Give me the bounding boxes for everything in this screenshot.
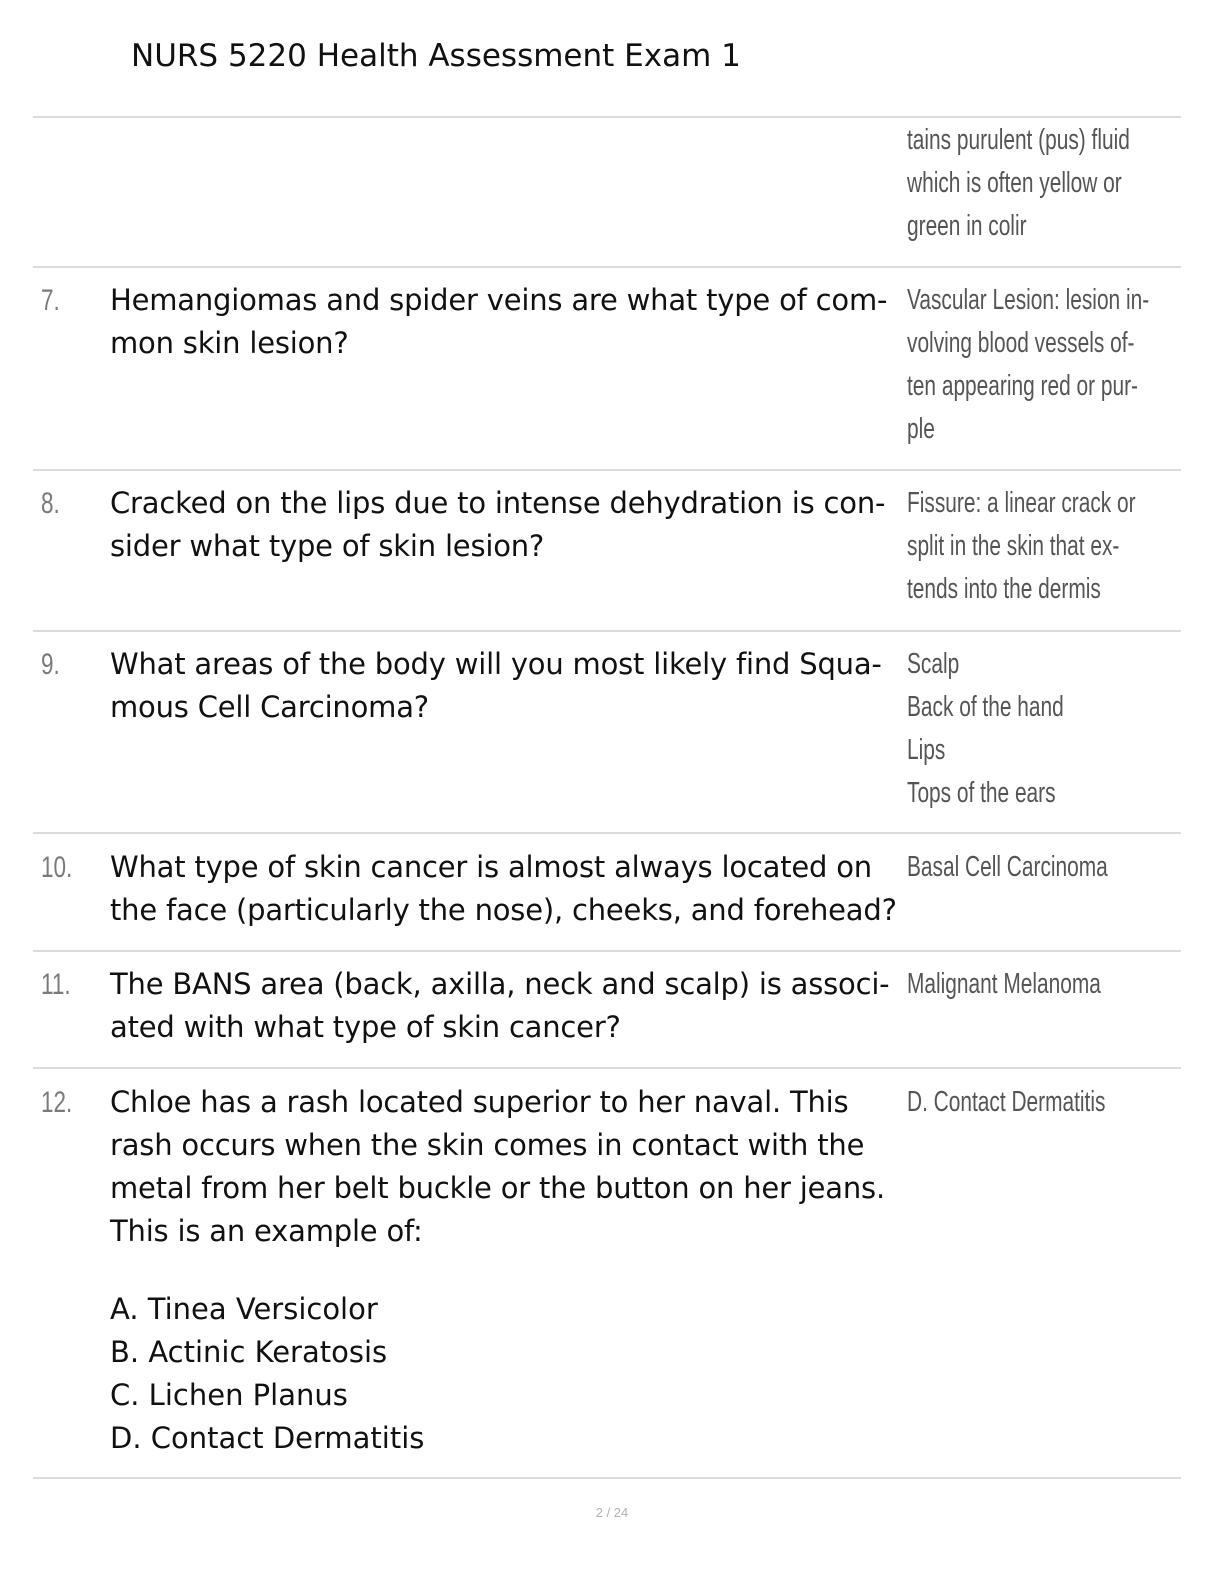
answer-line: Tops of the ears: [907, 777, 1056, 809]
answer-line: Basal Cell Carcinoma: [907, 851, 1108, 883]
answer-line: Fissure: a linear crack or: [907, 487, 1136, 519]
divider: [33, 630, 1181, 632]
option-c: C. Lichen Planus: [110, 1378, 348, 1412]
answer: [907, 279, 1168, 451]
answer-line: Back of the hand: [907, 691, 1064, 723]
answer-line: split in the skin that ex-: [907, 530, 1120, 562]
answer-line: tains purulent (pus) fluid: [907, 124, 1130, 156]
answer-options: [110, 1288, 424, 1460]
answer-line: volving blood vessels of-: [907, 327, 1135, 359]
answer: [907, 846, 1168, 889]
question-text: Hemangiomas and spider veins are what type of com- mon skin lesion?: [110, 283, 888, 360]
divider: [33, 1477, 1181, 1479]
answer: [907, 1081, 1168, 1124]
question-number: 7.: [41, 284, 60, 317]
question-number: 10.: [41, 851, 73, 884]
option-b: B. Actinic Keratosis: [110, 1335, 388, 1369]
question-number: 8.: [41, 487, 60, 520]
document-title: NURS 5220 Health Assessment Exam 1: [131, 38, 741, 74]
answer-line: green in colir: [907, 210, 1027, 242]
divider: [33, 116, 1181, 118]
answer: [907, 482, 1168, 611]
option-a: A. Tinea Versicolor: [110, 1292, 378, 1326]
continued-answer: [907, 119, 1168, 248]
answer-line: tends into the dermis: [907, 573, 1101, 605]
divider: [33, 1067, 1181, 1069]
answer-line: ple: [907, 413, 935, 445]
answer-line: Vascular Lesion: lesion in-: [907, 284, 1150, 316]
question-text: Chloe has a rash located superior to her naval. This rash occurs when the skin comes in contact with the metal from her belt buckle or the button on her jeans. This is an example of:: [110, 1085, 885, 1248]
answer-line: Scalp: [907, 648, 960, 680]
divider: [33, 469, 1181, 471]
answer-line: ten appearing red or pur-: [907, 370, 1138, 402]
answer-line: Malignant Melanoma: [907, 968, 1101, 1000]
answer: [907, 963, 1168, 1006]
answer: [907, 643, 1168, 815]
question-text: The BANS area (back, axilla, neck and scalp) is associ- ated with what type of skin cancer?: [110, 967, 890, 1044]
divider: [33, 832, 1181, 834]
question-text: What type of skin cancer is almost always located on the face (particularly the nose), cheeks, and forehead?: [110, 850, 897, 927]
question-text: Cracked on the lips due to intense dehydration is con- sider what type of skin lesion?: [110, 486, 886, 563]
answer-line: D. Contact Dermatitis: [907, 1086, 1106, 1118]
question-text: What areas of the body will you most likely find Squa- mous Cell Carcinoma?: [110, 647, 882, 724]
divider: [33, 266, 1181, 268]
question-number: 12.: [41, 1086, 73, 1119]
question-number: 9.: [41, 648, 60, 681]
answer-line: Lips: [907, 734, 946, 766]
page-number: 2 / 24: [595, 1505, 629, 1520]
answer-line: which is often yellow or: [907, 167, 1122, 199]
option-d: D. Contact Dermatitis: [110, 1421, 425, 1455]
divider: [33, 950, 1181, 952]
question-number: 11.: [41, 968, 71, 1001]
